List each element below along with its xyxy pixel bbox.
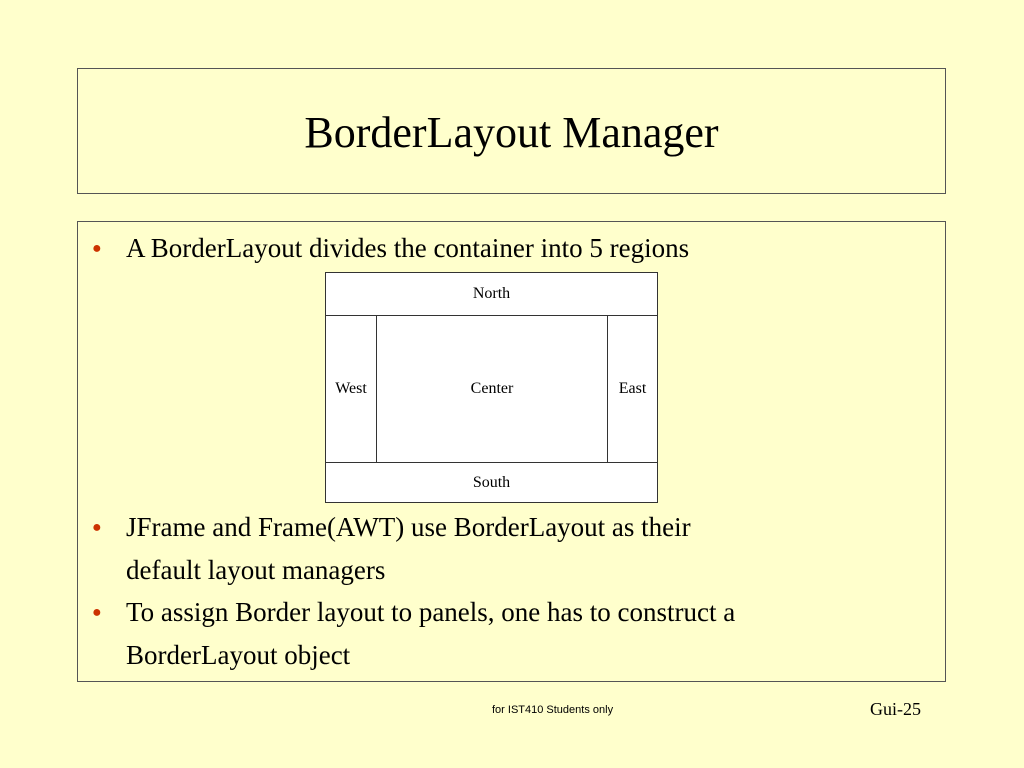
border-layout-diagram xyxy=(325,272,658,503)
region-north: North xyxy=(326,273,657,316)
bullet-dot-icon: ● xyxy=(92,519,102,536)
bullet-text xyxy=(126,506,916,592)
region-south: South xyxy=(326,462,657,502)
page-number: Gui-25 xyxy=(870,699,921,719)
footer-note: for IST410 Students only xyxy=(492,704,614,716)
content-box xyxy=(77,221,946,682)
bullet-line: JFrame and Frame(AWT) use BorderLayout as their xyxy=(126,512,691,542)
region-center: Center xyxy=(470,380,514,397)
bullet-line: To assign Border layout to panels, one has to construct a xyxy=(126,597,736,627)
bullet-line: default layout managers xyxy=(126,555,386,585)
bullet-dot-icon: ● xyxy=(92,240,102,257)
title-box xyxy=(77,68,946,194)
slide-title: BorderLayout Manager xyxy=(304,108,719,157)
bullet-text xyxy=(126,591,916,677)
region-west: West xyxy=(326,316,377,462)
bullet-dot-icon: ● xyxy=(92,604,102,621)
bullet-text xyxy=(126,227,916,270)
region-east: East xyxy=(607,316,657,462)
bullet-line: A BorderLayout divides the container into 5 regions xyxy=(126,233,690,263)
bullet-line: BorderLayout object xyxy=(126,640,351,670)
